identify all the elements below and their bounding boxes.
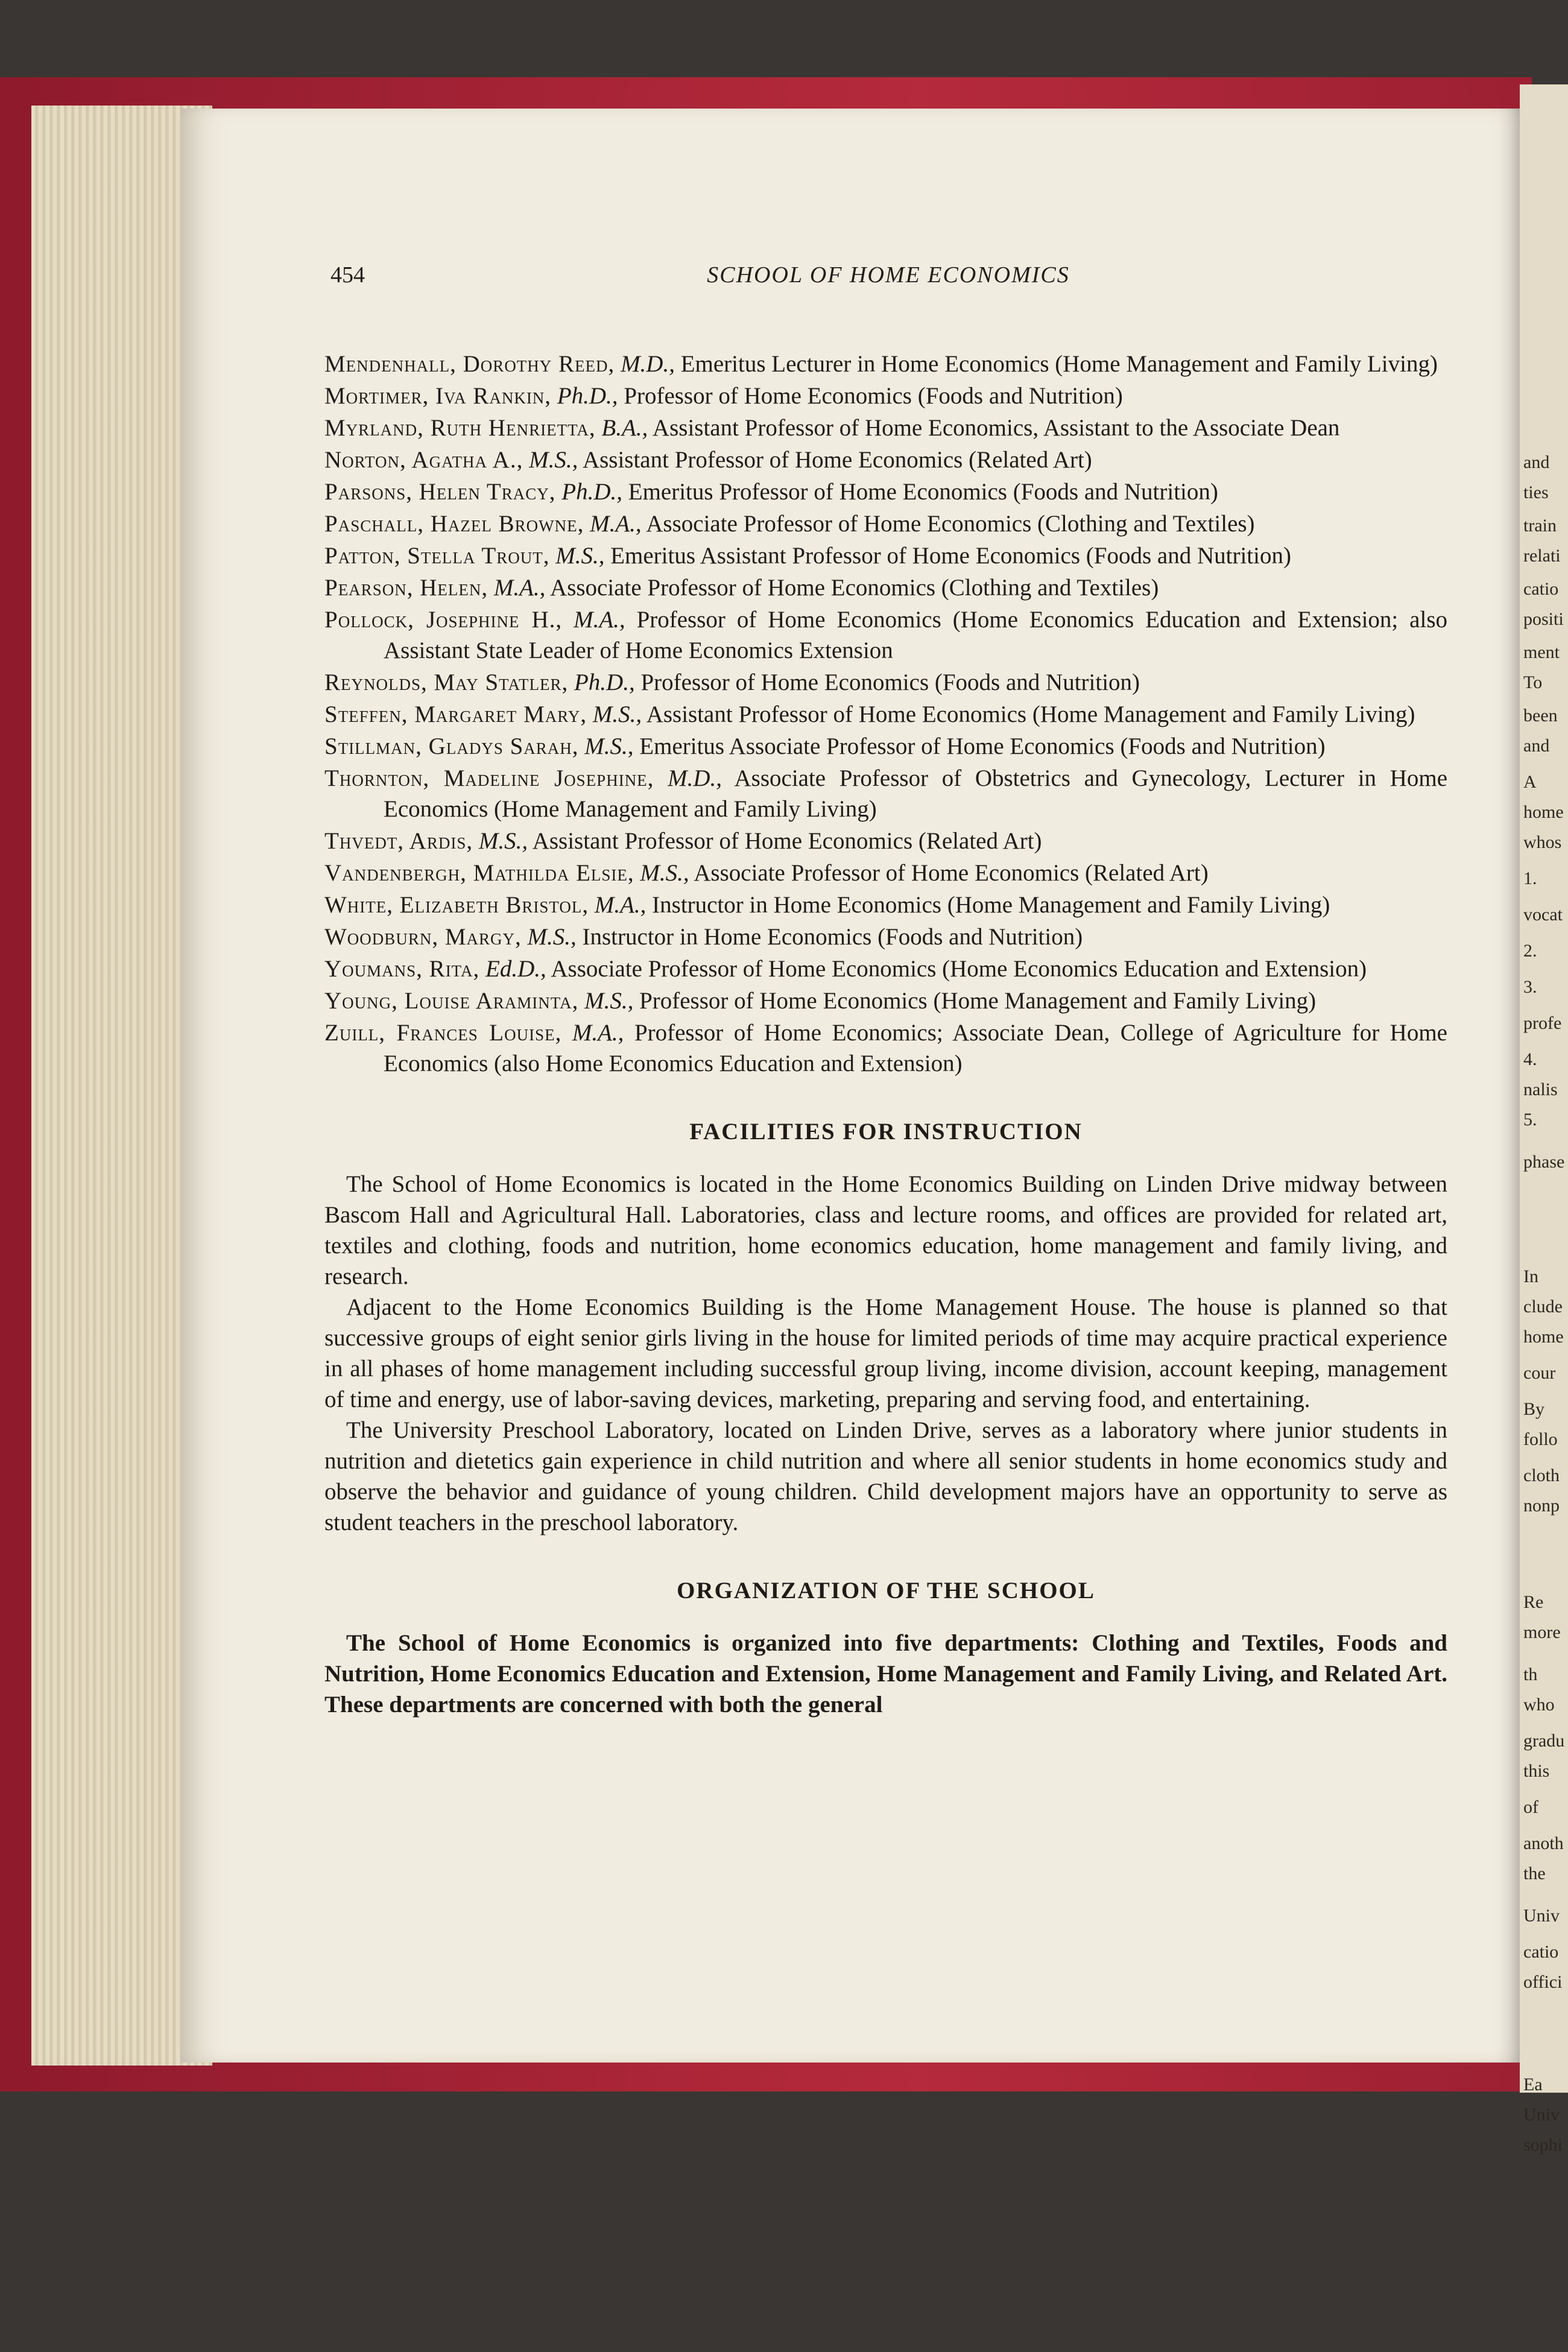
faculty-name: Patton, Stella Trout,: [324, 543, 550, 569]
faculty-degree: M.S.,: [529, 447, 578, 473]
faculty-name: Stillman, Gladys Sarah,: [324, 733, 579, 759]
faculty-name: Parsons, Helen Tracy,: [324, 479, 556, 505]
adjacent-page-fragment: Univ: [1523, 1906, 1560, 1926]
adjacent-page-fragment: of: [1523, 1797, 1538, 1817]
adjacent-page-fragment: home: [1523, 802, 1564, 822]
faculty-entry: [324, 381, 1447, 411]
facilities-paragraph: Adjacent to the Home Economics Building is the Home Management House. The house is planned so that successive groups of eight senior girls living in the house for limited periods of time may acquire practical experience in all phases of home management including successful group living, income division, account keeping, management of time and energy, use of labor-saving devices, marketing, preparing and serving food, and entertaining.: [324, 1294, 1447, 1412]
faculty-degree: Ed.D.,: [485, 956, 546, 982]
faculty-entry: [324, 540, 1447, 571]
faculty-name: Myrland, Ruth Henrietta,: [324, 415, 596, 441]
adjacent-page-fragment: who: [1523, 1695, 1555, 1715]
adjacent-page-fragment: To: [1523, 672, 1543, 692]
adjacent-page-fragment: cour: [1523, 1363, 1556, 1383]
adjacent-page-fragment: gradu: [1523, 1731, 1565, 1751]
adjacent-page-fragment: 5.: [1523, 1110, 1537, 1130]
adjacent-page-fragment: 2.: [1523, 941, 1537, 961]
faculty-degree: M.S.,: [584, 988, 634, 1014]
faculty-name: Woodburn, Margy,: [324, 924, 522, 950]
adjacent-page-fragment: Univ: [1523, 2105, 1560, 2125]
faculty-entry: [324, 985, 1447, 1016]
faculty-name: Pollock, Josephine H.,: [324, 607, 563, 633]
adjacent-page-fragment: phase: [1523, 1152, 1565, 1172]
faculty-title: Associate Professor of Home Economics (Related Art): [694, 860, 1209, 886]
faculty-degree: M.S.,: [555, 543, 605, 569]
faculty-degree: M.A.,: [590, 511, 642, 537]
faculty-entry: [324, 413, 1447, 443]
adjacent-page-fragment: the: [1523, 1864, 1546, 1883]
page-header: [330, 262, 1446, 298]
adjacent-page-fragment: ties: [1523, 482, 1549, 502]
faculty-title: Emeritus Assistant Professor of Home Economics (Foods and Nutrition): [610, 543, 1291, 569]
page-number: 454: [330, 262, 365, 288]
faculty-degree: M.D.,: [668, 765, 722, 791]
adjacent-page-fragment: home: [1523, 1327, 1564, 1347]
faculty-entry: [324, 476, 1447, 507]
adjacent-page-fragment: 4.: [1523, 1049, 1537, 1069]
faculty-title: Emeritus Lecturer in Home Economics (Home Management and Family Living): [680, 351, 1438, 377]
faculty-name: Zuill, Frances Louise,: [324, 1020, 562, 1046]
faculty-degree: M.D.,: [621, 351, 675, 377]
adjacent-page-fragment: In: [1523, 1266, 1538, 1286]
faculty-name: Pearson, Helen,: [324, 575, 488, 601]
faculty-name: Norton, Agatha A.,: [324, 447, 523, 473]
adjacent-page-fragment: clude: [1523, 1297, 1563, 1317]
faculty-name: Paschall, Hazel Browne,: [324, 511, 584, 537]
faculty-name: Reynolds, May Statler,: [324, 669, 569, 695]
faculty-degree: M.S.,: [584, 733, 634, 759]
faculty-name: Thornton, Madeline Josephine,: [324, 765, 654, 791]
faculty-title: Assistant Professor of Home Economics, Assistant to the Associate Dean: [652, 415, 1340, 441]
faculty-entry: [324, 922, 1447, 952]
adjacent-page-fragment: nonp: [1523, 1496, 1560, 1516]
adjacent-page: [1520, 84, 1568, 2155]
faculty-degree: Ph.D.,: [574, 669, 635, 695]
faculty-name: Steffen, Margaret Mary,: [324, 701, 587, 727]
adjacent-page-fragment: cloth: [1523, 1465, 1560, 1485]
faculty-title: Assistant Professor of Home Economics (Home Management and Family Living): [646, 701, 1415, 727]
faculty-title: Professor of Home Economics; Associate Dean, College of Agriculture for Home Economics (also Home Economics Education and Extension): [384, 1020, 1447, 1076]
faculty-name: Thvedt, Ardis,: [324, 828, 473, 854]
organization-paragraph: The School of Home Economics is organized into five departments: Clothing and Textiles, Foods and Nutrition, Home Economics Education and Extension, Home Management and Family Living, and Related Art. These departments are concerned with both the general: [324, 1630, 1447, 1718]
faculty-entry: [324, 731, 1447, 762]
faculty-entry: [324, 508, 1447, 539]
faculty-entry: [324, 953, 1447, 984]
faculty-title: Professor of Home Economics (Home Economics Education and Extension; also Assistant State Leader of Home Economics Extension: [384, 607, 1448, 663]
faculty-name: Young, Louise Araminta,: [324, 988, 579, 1014]
faculty-degree: M.A.,: [594, 892, 646, 918]
running-title: SCHOOL OF HOME ECONOMICS: [707, 262, 1070, 288]
adjacent-page-fragment: nalis: [1523, 1080, 1558, 1099]
faculty-title: Instructor in Home Economics (Home Management and Family Living): [652, 892, 1330, 918]
faculty-entry: [324, 699, 1447, 730]
adjacent-page-fragment: Ea: [1523, 2075, 1543, 2094]
faculty-degree: M.S.,: [640, 860, 689, 886]
adjacent-page-fragment: follo: [1523, 1429, 1558, 1449]
faculty-name: Vandenbergh, Mathilda Elsie,: [324, 860, 634, 886]
adjacent-page-fragment: By: [1523, 1399, 1545, 1419]
faculty-entry: [324, 826, 1447, 856]
facilities-paragraph: The University Preschool Laboratory, located on Linden Drive, serves as a laboratory where junior students in nutrition and dietetics gain experience in child nutrition and where all senior students in home economics study and observe the behavior and guidance of young children. Child development majors have an opportunity to serve as student teachers in the preschool laboratory.: [324, 1417, 1447, 1535]
faculty-title: Associate Professor of Home Economics (Home Economics Education and Extension): [551, 956, 1367, 982]
faculty-title: Professor of Home Economics (Foods and Nutrition): [640, 669, 1140, 695]
adjacent-page-fragment: sophi: [1523, 2135, 1563, 2155]
adjacent-page-fragment: catio: [1523, 1942, 1559, 1962]
facilities-heading: FACILITIES FOR INSTRUCTION: [689, 1119, 1083, 1145]
adjacent-page-fragment: profe: [1523, 1013, 1562, 1033]
adjacent-page-fragment: anoth: [1523, 1833, 1564, 1853]
organization-heading: ORGANIZATION OF THE SCHOOL: [677, 1578, 1095, 1604]
faculty-title: Professor of Home Economics (Home Management and Family Living): [639, 988, 1317, 1014]
faculty-degree: M.A.,: [574, 607, 625, 633]
facilities-paragraph: The School of Home Economics is located in the Home Economics Building on Linden Drive midway between Bascom Hall and Agricultural Hall. Laboratories, class and lecture rooms, and offices are provided for related art, textiles and clothing, foods and nutrition, home economics education, home management and family living, and research.: [324, 1171, 1447, 1289]
faculty-entry: [324, 667, 1447, 698]
adjacent-page-fragment: whos: [1523, 832, 1562, 852]
faculty-title: Assistant Professor of Home Economics (Related Art): [532, 828, 1042, 854]
adjacent-page-fragment: th: [1523, 1664, 1538, 1684]
faculty-entry: [324, 572, 1447, 603]
adjacent-page-fragment: offici: [1523, 1972, 1563, 1992]
faculty-title: Emeritus Associate Professor of Home Economics (Foods and Nutrition): [639, 733, 1326, 759]
adjacent-page-fragment: positi: [1523, 609, 1564, 629]
faculty-entry: [324, 604, 1447, 666]
faculty-degree: M.A.,: [493, 575, 546, 601]
faculty-title: Assistant Professor of Home Economics (Related Art): [582, 447, 1092, 473]
faculty-list: [324, 349, 1447, 1079]
faculty-degree: Ph.D.,: [561, 479, 623, 505]
adjacent-page-fragment: this: [1523, 1761, 1550, 1781]
adjacent-page-fragment: ment: [1523, 642, 1560, 662]
faculty-entry: [324, 349, 1447, 379]
faculty-name: Mortimer, Iva Rankin,: [324, 383, 552, 409]
faculty-name: Youmans, Rita,: [324, 956, 480, 982]
faculty-entry: [324, 858, 1447, 888]
adjacent-page-fragment: relati: [1523, 546, 1561, 566]
faculty-degree: B.A.,: [601, 415, 648, 441]
faculty-degree: M.A.,: [572, 1020, 624, 1046]
adjacent-page-fragment: catio: [1523, 579, 1559, 599]
faculty-degree: M.S.,: [592, 701, 642, 727]
faculty-title: Instructor in Home Economics (Foods and Nutrition): [582, 924, 1083, 950]
adjacent-page-fragment: and: [1523, 736, 1550, 756]
faculty-title: Associate Professor of Home Economics (Clothing and Textiles): [550, 575, 1159, 601]
faculty-entry: [324, 1017, 1447, 1079]
faculty-entry: [324, 763, 1447, 824]
adjacent-page-fragment: Re: [1523, 1592, 1544, 1612]
faculty-degree: M.S.,: [478, 828, 528, 854]
faculty-name: White, Elizabeth Bristol,: [324, 892, 589, 918]
adjacent-page-fragment: A: [1523, 772, 1537, 792]
faculty-degree: M.S.,: [527, 924, 577, 950]
faculty-degree: Ph.D.,: [557, 383, 618, 409]
faculty-entry: [324, 444, 1447, 475]
adjacent-page-fragment: 1.: [1523, 868, 1537, 888]
faculty-title: Associate Professor of Obstetrics and Gynecology, Lecturer in Home Economics (Home Management and Family Living): [384, 765, 1448, 822]
faculty-name: Mendenhall, Dorothy Reed,: [324, 351, 615, 377]
faculty-title: Associate Professor of Home Economics (Clothing and Textiles): [646, 511, 1255, 537]
faculty-title: Professor of Home Economics (Foods and Nutrition): [624, 383, 1123, 409]
adjacent-page-fragment: vocat: [1523, 905, 1563, 925]
adjacent-page-fragment: 3.: [1523, 977, 1537, 997]
adjacent-page-fragment: and: [1523, 452, 1550, 472]
adjacent-page-fragment: more: [1523, 1622, 1561, 1642]
adjacent-page-fragment: been: [1523, 706, 1558, 726]
page-content: [324, 349, 1447, 1720]
adjacent-page-fragment: train: [1523, 516, 1557, 536]
faculty-title: Emeritus Professor of Home Economics (Foods and Nutrition): [628, 479, 1218, 505]
faculty-entry: [324, 890, 1447, 920]
